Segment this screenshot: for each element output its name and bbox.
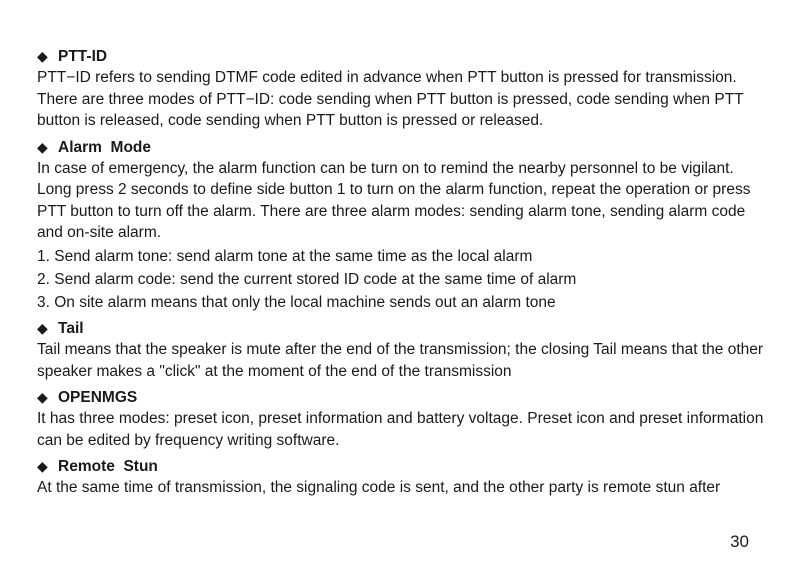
section-alarm-mode: [37, 136, 767, 314]
manual-page-content: [37, 45, 767, 503]
section-heading-ptt-id: [37, 45, 767, 67]
section-title: PTT-ID: [58, 48, 108, 65]
section-heading-remote-stun: [37, 455, 767, 477]
section-tail: [37, 317, 767, 382]
section-title: OPENMGS: [58, 389, 138, 406]
section-paragraph: PTT−ID refers to sending DTMF code edited in advance when PTT button is pressed for transmission. There are three modes of PTT−ID: code sending when PTT button is pressed, code sending when PTT button is released, code sending when PTT button is pressed or released.: [37, 69, 744, 129]
list-item: 3. On site alarm means that only the local machine sends out an alarm tone: [37, 293, 556, 311]
section-title: Tail: [58, 320, 84, 337]
section-title: Alarm Mode: [58, 138, 152, 156]
diamond-bullet-icon: ◆: [37, 48, 48, 64]
section-heading-openmgs: [37, 386, 767, 408]
section-paragraph: At the same time of transmission, the signaling code is sent, and the other party is remote stun after: [37, 479, 721, 496]
section-heading-tail: [37, 317, 767, 339]
list-item: 1. Send alarm tone: send alarm tone at the same time as the local alarm: [37, 247, 533, 265]
diamond-bullet-icon: ◆: [37, 320, 48, 336]
section-paragraph: Tail means that the speaker is mute after the end of the transmission; the closing Tail means that the other speaker makes a "click" at the moment of the end of the transmission: [37, 341, 764, 380]
diamond-bullet-icon: ◆: [37, 458, 48, 474]
section-ptt-id: [37, 45, 767, 132]
section-remote-stun: [37, 455, 767, 499]
section-title: Remote Stun: [58, 458, 158, 475]
list-item: 2. Send alarm code: send the current stored ID code at the same time of alarm: [37, 270, 577, 288]
section-openmgs: [37, 386, 767, 451]
section-heading-alarm-mode: [37, 136, 767, 158]
page-number: 30: [730, 532, 749, 551]
section-paragraph: In case of emergency, the alarm function can be turn on to remind the nearby personnel to be vigilant. Long press 2 seconds to define side button 1 to turn on the alarm function, repeat the operation or press PTT button to turn off the alarm. There are three alarm modes: sending alarm tone, sending alarm code and on-site alarm.: [37, 159, 751, 241]
diamond-bullet-icon: ◆: [37, 389, 48, 405]
diamond-bullet-icon: ◆: [37, 138, 48, 155]
section-paragraph: It has three modes: preset icon, preset information and battery voltage. Preset icon and preset information can be edited by frequency writing software.: [37, 410, 764, 449]
